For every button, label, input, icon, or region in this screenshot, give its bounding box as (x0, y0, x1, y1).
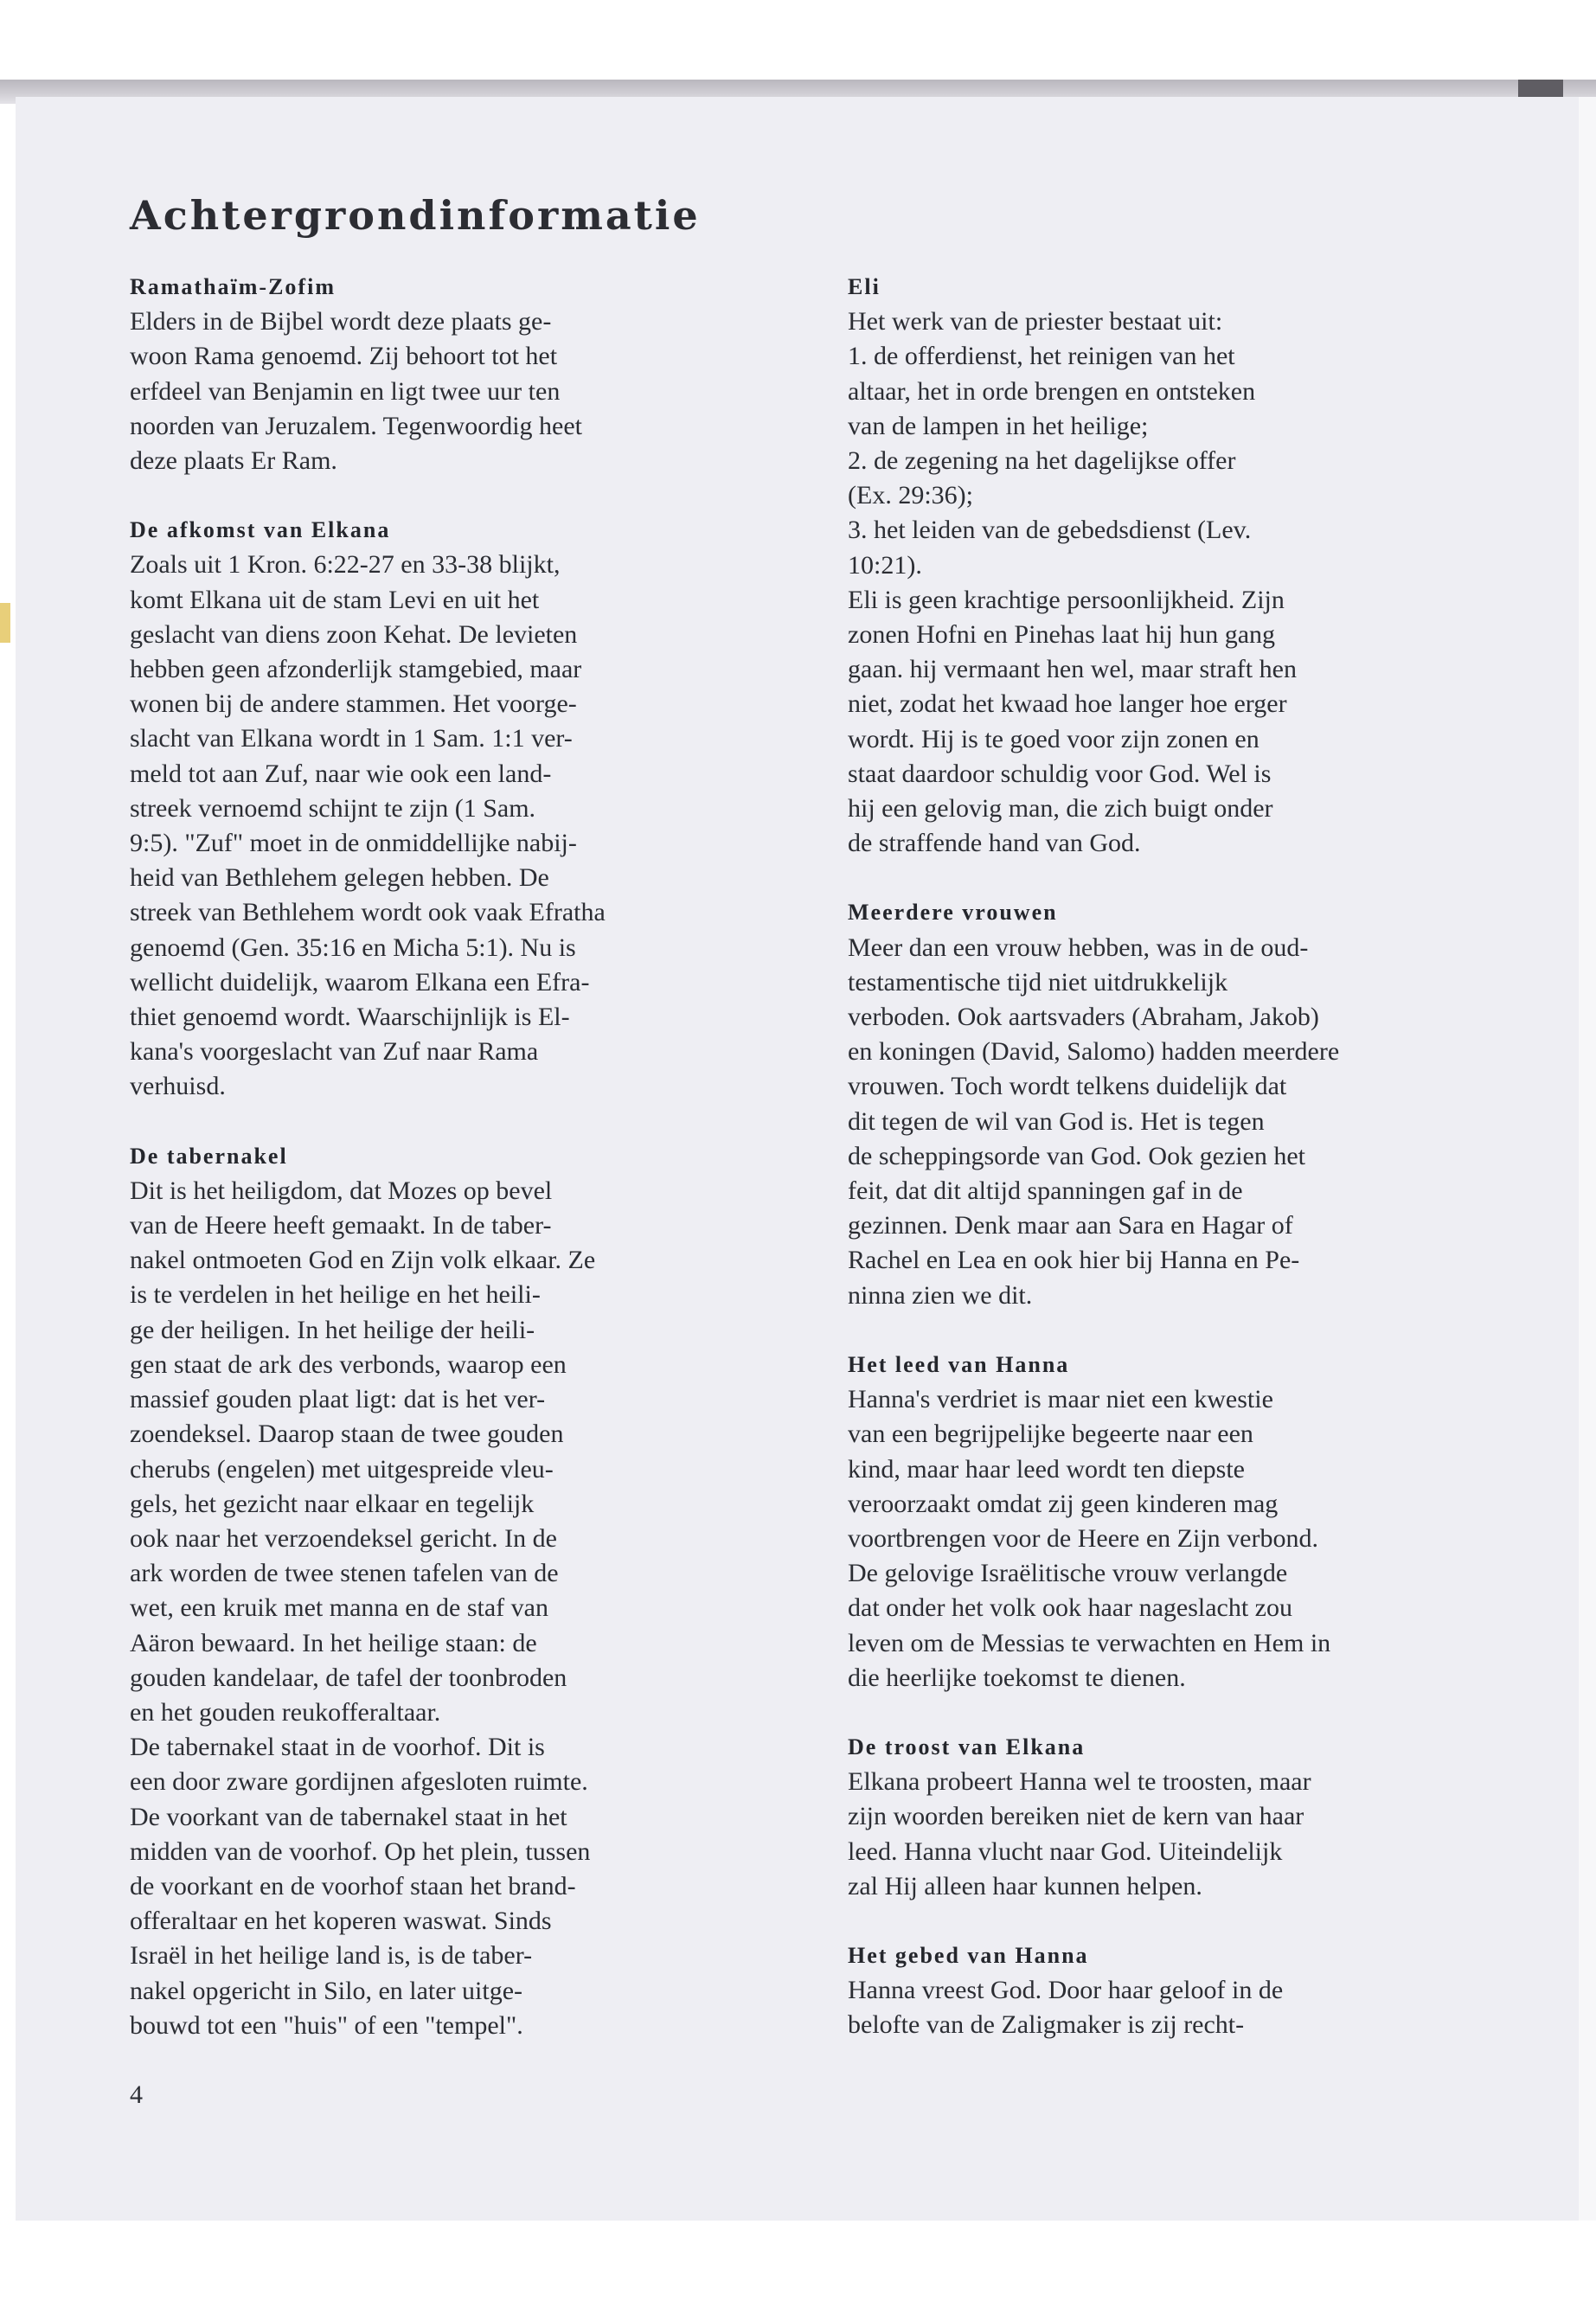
text-line: deze plaats Er Ram. (130, 446, 337, 476)
text-line: Dit is het heiligdom, dat Mozes op bevel (130, 1176, 553, 1205)
section-title: Ramathaïm-Zofim (130, 274, 336, 299)
text-line: belofte van de Zaligmaker is zij recht- (848, 2010, 1245, 2040)
left-column (130, 270, 770, 2078)
text-line: van een begrijpelijke begeerte naar een (848, 1420, 1253, 1449)
text-line: gen staat de ark des verbonds, waarop een (130, 1349, 567, 1379)
text-line: die heerlijke toekomst te dienen. (848, 1663, 1186, 1692)
text-line: cherubs (engelen) met uitgespreide vleu- (130, 1454, 554, 1484)
text-line: de voorkant en de voorhof staan het brand- (130, 1871, 576, 1900)
text-line: zal Hij alleen haar kunnen helpen. (848, 1871, 1202, 1900)
section (848, 895, 1471, 1312)
text-line: een door zware gordijnen afgesloten ruimte. (130, 1767, 588, 1797)
text-line: Aäron bewaard. In het heilige staan: de (130, 1628, 537, 1657)
section (848, 1730, 1471, 1904)
text-line: Hanna vreest God. Door haar geloof in de (848, 1976, 1284, 2005)
text-line: Hanna's verdriet is maar niet een kwestie (848, 1385, 1273, 1414)
text-line: ninna zien we dit. (848, 1280, 1033, 1310)
section-title: Het gebed van Hanna (848, 1942, 1089, 1968)
text-line: ge der heiligen. In het heilige der heili- (130, 1315, 535, 1344)
text-line: kind, maar haar leed wordt ten diepste (848, 1454, 1245, 1484)
text-line: gels, het gezicht naar elkaar en tegelijk (130, 1489, 535, 1518)
text-line: bouwd tot een "huis" of een "tempel". (130, 2010, 523, 2040)
text-line: ark worden de twee stenen tafelen van de (130, 1559, 559, 1588)
text-line: offeraltaar en het koperen waswat. Sinds (130, 1907, 552, 1936)
text-line: dat onder het volk ook haar nageslacht zou (848, 1593, 1292, 1623)
text-line: midden van de voorhof. Op het plein, tussen (130, 1836, 591, 1866)
text-line: massief gouden plaat ligt: dat is het ver- (130, 1385, 546, 1414)
text-line: slacht van Elkana wordt in 1 Sam. 1:1 ver- (130, 724, 573, 753)
side-marker (0, 603, 10, 643)
text-line: Rachel en Lea en ook hier bij Hanna en Pe- (848, 1246, 1300, 1275)
right-column (848, 270, 1471, 2078)
text-line: Elkana probeert Hanna wel te troosten, maar (848, 1767, 1311, 1797)
text-line: feit, dat dit altijd spanningen gaf in de (848, 1176, 1243, 1206)
text-line: niet, zodat het kwaad hoe langer hoe erger (848, 689, 1287, 719)
section (130, 1139, 770, 2043)
text-line: gouden kandelaar, de tafel der toonbroden (130, 1663, 567, 1692)
text-line: testamentische tijd niet uitdrukkelijk (848, 967, 1228, 997)
text-line: ook naar het verzoendeksel gericht. In de (130, 1523, 557, 1553)
text-line: wellicht duidelijk, waarom Elkana een Efra- (130, 967, 590, 997)
text-line: kana's voorgeslacht van Zuf naar Rama (130, 1037, 539, 1067)
text-line: veroorzaakt omdat zij geen kinderen mag (848, 1489, 1279, 1518)
text-line: komt Elkana uit de stam Levi en uit het (130, 585, 540, 614)
section (848, 270, 1471, 861)
text-line: van de Heere heeft gemaakt. In de taber- (130, 1211, 552, 1240)
section-title: Het leed van Hanna (848, 1351, 1070, 1377)
text-line: De gelovige Israëlitische vrouw verlangde (848, 1559, 1288, 1588)
text-line: zijn woorden bereiken niet de kern van haar (848, 1802, 1304, 1831)
text-line: 3. het leiden van de gebedsdienst (Lev. (848, 516, 1252, 545)
text-line: woon Rama genoemd. Zij behoort tot het (130, 342, 558, 371)
text-line: vrouwen. Toch wordt telkens duidelijk dat (848, 1072, 1287, 1101)
text-line: verboden. Ook aartsvaders (Abraham, Jakob) (848, 1003, 1319, 1032)
text-line: hij een gelovig man, die zich buigt onder (848, 794, 1273, 824)
text-line: noorden van Jeruzalem. Tegenwoordig heet (130, 411, 582, 440)
text-line: altaar, het in orde brengen en ontsteken (848, 376, 1256, 406)
page-heading: Achtergrondinformatie (130, 192, 701, 239)
text-line: en koningen (David, Salomo) hadden meerdere (848, 1037, 1340, 1067)
section (848, 1939, 1471, 2043)
text-line: en het gouden reukofferaltaar. (130, 1697, 441, 1727)
text-line: voortbrengen voor de Heere en Zijn verbond. (848, 1523, 1318, 1553)
text-line: streek vernoemd schijnt te zijn (1 Sam. (130, 793, 536, 823)
text-line: Meer dan een vrouw hebben, was in de oud- (848, 933, 1309, 962)
text-line: nakel opgericht in Silo, en later uitge- (130, 1976, 523, 2005)
text-line: thiet genoemd wordt. Waarschijnlijk is El- (130, 1003, 570, 1032)
text-line: gezinnen. Denk maar aan Sara en Hagar of (848, 1211, 1293, 1240)
text-line: de straffende hand van God. (848, 829, 1141, 858)
page-number: 4 (130, 2080, 143, 2109)
text-line: De tabernakel staat in de voorhof. Dit is (130, 1733, 545, 1762)
text-line: de scheppingsorde van God. Ook gezien het (848, 1141, 1306, 1170)
text-line: zonen Hofni en Pinehas laat hij hun gang (848, 620, 1276, 650)
text-line: 2. de zegening na het dagelijkse offer (848, 446, 1236, 476)
section-title: De afkomst van Elkana (130, 517, 391, 543)
text-line: verhuisd. (130, 1072, 226, 1101)
text-line: zoendeksel. Daarop staan de twee gouden (130, 1420, 564, 1449)
page-right-edge (1579, 97, 1596, 2221)
section (130, 513, 770, 1104)
text-line: Eli is geen krachtige persoonlijkheid. Zijn (848, 585, 1285, 614)
text-line: nakel ontmoeten God en Zijn volk elkaar. Ze (130, 1246, 596, 1275)
text-line: streek van Bethlehem wordt ook vaak Efratha (130, 898, 606, 927)
section (130, 270, 770, 478)
text-line: leed. Hanna vlucht naar God. Uiteindelijk (848, 1836, 1283, 1866)
page-bottom-band (0, 2221, 1596, 2301)
text-line: wonen bij de andere stammen. Het voorge- (130, 689, 577, 719)
text-line: genoemd (Gen. 35:16 en Micha 5:1). Nu is (130, 933, 576, 962)
text-line: wordt. Hij is te goed voor zijn zonen en (848, 724, 1259, 753)
text-line: Elders in de Bijbel wordt deze plaats ge- (130, 307, 552, 336)
section-title: De troost van Elkana (848, 1734, 1086, 1759)
text-line: De voorkant van de tabernakel staat in het (130, 1802, 567, 1831)
text-line: van de lampen in het heilige; (848, 411, 1149, 440)
text-line: (Ex. 29:36); (848, 481, 973, 510)
text-line: meld tot aan Zuf, naar wie ook een land- (130, 759, 552, 788)
text-line: Zoals uit 1 Kron. 6:22-27 en 33-38 blijkt, (130, 550, 561, 580)
text-line: 10:21). (848, 550, 922, 580)
section-title: Meerdere vrouwen (848, 900, 1058, 926)
text-line: Israël in het heilige land is, is de taber- (130, 1941, 533, 1971)
text-line: wet, een kruik met manna en de staf van (130, 1593, 548, 1623)
text-line: 9:5). "Zuf" moet in de onmiddellijke nabij- (130, 829, 577, 858)
text-line: staat daardoor schuldig voor God. Wel is (848, 759, 1272, 788)
text-line: heid van Bethlehem gelegen hebben. De (130, 863, 549, 893)
text-line: Het werk van de priester bestaat uit: (848, 307, 1223, 336)
text-line: is te verdelen in het heilige en het heili- (130, 1280, 541, 1310)
text-line: dit tegen de wil van God is. Het is tegen (848, 1106, 1265, 1136)
section (848, 1348, 1471, 1695)
text-line: leven om de Messias te verwachten en Hem in (848, 1628, 1331, 1657)
text-line: hebben geen afzonderlijk stamgebied, maar (130, 655, 582, 684)
section-title: Eli (848, 274, 881, 299)
text-line: geslacht van diens zoon Kehat. De levieten (130, 619, 578, 649)
section-title: De tabernakel (130, 1143, 288, 1169)
text-line: 1. de offerdienst, het reinigen van het (848, 342, 1235, 371)
text-line: gaan. hij vermaant hen wel, maar straft hen (848, 655, 1297, 684)
text-line: erfdeel van Benjamin en ligt twee uur ten (130, 376, 561, 406)
